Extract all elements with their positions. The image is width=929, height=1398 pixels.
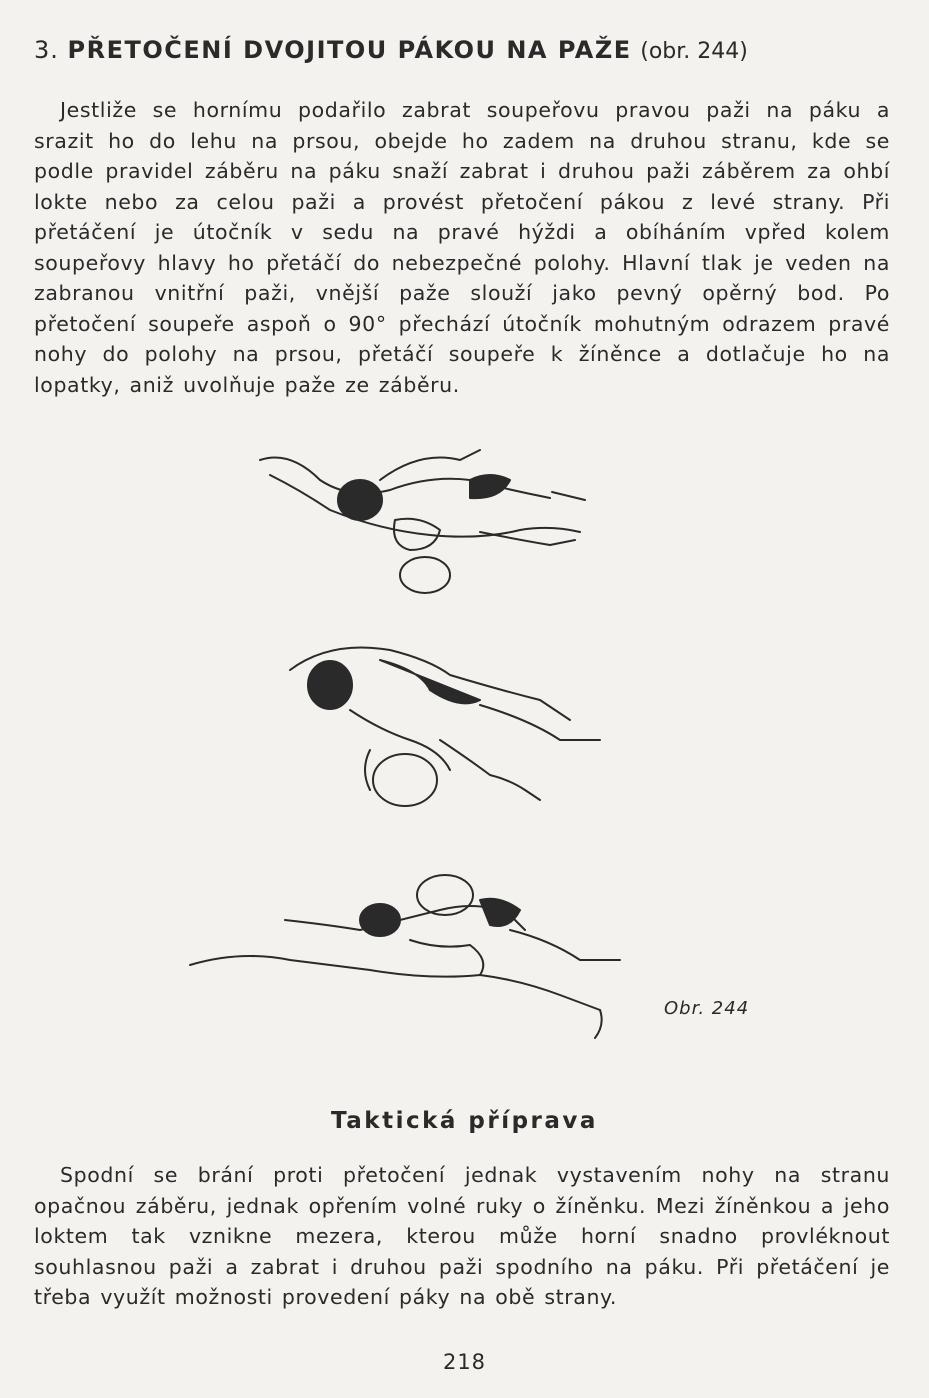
wrestlers-stage-3 — [190, 875, 620, 1038]
page-number: 218 — [442, 1350, 487, 1374]
body-paragraph-1: Jestliže se hornímu podařilo zabrat soupeřovu pravou paži na páku a srazit ho do lehu na prsou, obejde ho zadem na druhou stranu, kde se podle pravidel záběru na páku snaží zabrat i druhou paži záběrem za ohbí lokte nebo za celou paži a provést přetočení pákou z levé strany. Při přetáčení je útočník v sedu na pravé hýždi a obíháním vpřed kolem soupeřovy hlavy ho přetáčí do nebezpečné polohy. Hlavní tlak je veden na zabranou vnitřní paži, vnější paže slouží jako pevný opěrný bod. Po přetočení soupeře aspoň o 90° přechází útočník mohutným odrazem pravé nohy do polohy na prsou, přetáčí soupeře k žíněnce a dotlačuje ho na lopatky, aniž uvolňuje paže ze záběru. — [34, 98, 890, 397]
figure-reference: (obr. 244) — [640, 39, 748, 64]
section-number: 3. — [34, 36, 59, 64]
section-heading — [34, 36, 894, 64]
illustration-drawing — [180, 420, 630, 1060]
subsection-heading: Taktická příprava — [331, 1108, 598, 1134]
figure-caption: Obr. 244 — [664, 998, 750, 1019]
body-paragraph-2: Spodní se brání proti přetočení jednak vystavením nohy na stranu opačnou záběru, jednak opřením volné ruky o žíněnku. Mezi žíněnkou a jeho loktem tak vznikne mezera, kterou může horní snadno provléknout souhlasnou paži a zabrat i druhou paži spodního na páku. Při přetáčení je třeba využít možnosti provedení páky na obě strany. — [34, 1163, 890, 1309]
wrestling-illustration — [180, 420, 630, 1060]
wrestlers-stage-1 — [260, 450, 585, 593]
wrestlers-stage-2 — [290, 648, 600, 807]
section-title: PŘETOČENÍ DVOJITOU PÁKOU NA PAŽE — [67, 36, 632, 64]
